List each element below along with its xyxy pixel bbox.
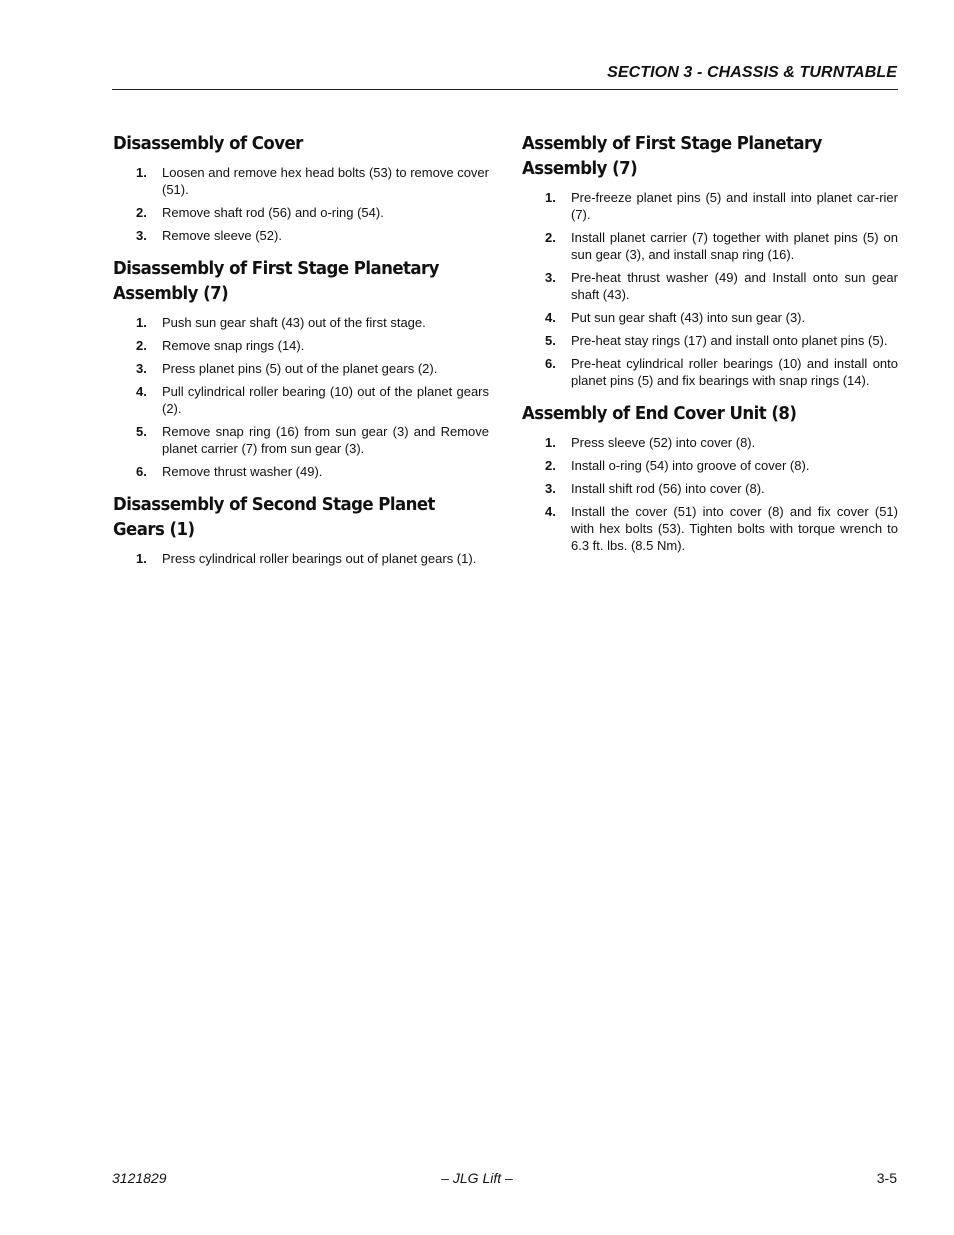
step-item bbox=[522, 269, 898, 303]
step-item bbox=[522, 309, 898, 326]
step-number: 1. bbox=[136, 165, 147, 180]
step-text: Remove sleeve (52). bbox=[162, 228, 282, 243]
step-item bbox=[113, 164, 489, 198]
step-item bbox=[113, 204, 489, 221]
step-text: Put sun gear shaft (43) into sun gear (3). bbox=[571, 310, 806, 325]
step-item bbox=[113, 227, 489, 244]
step-number: 3. bbox=[545, 481, 556, 496]
step-number: 6. bbox=[545, 356, 556, 371]
step-text: Push sun gear shaft (43) out of the first stage. bbox=[162, 315, 426, 330]
step-text: Pull cylindrical roller bearing (10) out of the planet gears (2). bbox=[162, 384, 489, 416]
step-number: 2. bbox=[545, 458, 556, 473]
step-text: Remove shaft rod (56) and o-ring (54). bbox=[162, 205, 384, 220]
step-text: Press planet pins (5) out of the planet gears (2). bbox=[162, 361, 438, 376]
step-text: Remove snap ring (16) from sun gear (3) and Remove planet carrier (7) from sun gear (3). bbox=[162, 424, 489, 456]
step-text: Remove snap rings (14). bbox=[162, 338, 305, 353]
step-number: 4. bbox=[136, 384, 147, 399]
step-number: 4. bbox=[545, 310, 556, 325]
section-heading: Disassembly of Second Stage Planet Gears (1) bbox=[113, 494, 435, 540]
step-item bbox=[113, 337, 489, 354]
page-number: 3-5 bbox=[876, 1170, 897, 1186]
step-item bbox=[113, 383, 489, 417]
step-text: Remove thrust washer (49). bbox=[162, 464, 323, 479]
step-list bbox=[113, 550, 489, 567]
step-item bbox=[522, 434, 898, 451]
step-number: 4. bbox=[545, 504, 556, 519]
step-list bbox=[522, 434, 898, 554]
step-number: 3. bbox=[136, 228, 147, 243]
step-item bbox=[113, 360, 489, 377]
step-item bbox=[522, 229, 898, 263]
section-disassembly-second-stage bbox=[113, 492, 489, 567]
section-heading: Disassembly of First Stage Planetary Assembly (7) bbox=[113, 258, 439, 304]
step-text: Loosen and remove hex head bolts (53) to remove cover (51). bbox=[162, 165, 489, 197]
step-number: 2. bbox=[545, 230, 556, 245]
step-list bbox=[113, 164, 489, 244]
section-disassembly-cover bbox=[113, 131, 489, 244]
step-item bbox=[113, 423, 489, 457]
document-number: 3121829 bbox=[112, 1170, 167, 1186]
step-item bbox=[113, 550, 489, 567]
step-number: 5. bbox=[545, 333, 556, 348]
step-text: Press sleeve (52) into cover (8). bbox=[571, 435, 756, 450]
step-number: 1. bbox=[545, 435, 556, 450]
step-text: Install shift rod (56) into cover (8). bbox=[571, 481, 765, 496]
section-assembly-first-stage bbox=[522, 131, 898, 389]
step-number: 1. bbox=[136, 315, 147, 330]
section-assembly-end-cover bbox=[522, 401, 898, 554]
publisher-label: – JLG Lift – bbox=[441, 1170, 513, 1186]
step-number: 5. bbox=[136, 424, 147, 439]
step-text: Pre-freeze planet pins (5) and install into planet car-rier (7). bbox=[571, 190, 898, 222]
step-text: Install planet carrier (7) together with planet pins (5) on sun gear (3), and install snap ring (16). bbox=[571, 230, 898, 262]
step-text: Install the cover (51) into cover (8) and fix cover (51) with hex bolts (53). Tighten bolts with torque wrench to 6.3 ft. lbs. (8.5 Nm). bbox=[571, 504, 898, 553]
section-header-title: SECTION 3 - CHASSIS & TURNTABLE bbox=[607, 64, 897, 81]
step-item bbox=[522, 355, 898, 389]
step-text: Install o-ring (54) into groove of cover (8). bbox=[571, 458, 810, 473]
header-divider bbox=[112, 89, 898, 90]
step-number: 3. bbox=[545, 270, 556, 285]
step-number: 6. bbox=[136, 464, 147, 479]
step-item bbox=[522, 332, 898, 349]
step-item bbox=[113, 314, 489, 331]
step-text: Pre-heat stay rings (17) and install onto planet pins (5). bbox=[571, 333, 888, 348]
step-item bbox=[113, 463, 489, 480]
section-heading: Disassembly of Cover bbox=[113, 133, 303, 154]
right-column bbox=[522, 131, 898, 566]
step-number: 1. bbox=[545, 190, 556, 205]
step-text: Pre-heat thrust washer (49) and Install onto sun gear shaft (43). bbox=[571, 270, 898, 302]
step-number: 2. bbox=[136, 338, 147, 353]
step-list bbox=[113, 314, 489, 480]
step-item bbox=[522, 189, 898, 223]
step-text: Pre-heat cylindrical roller bearings (10) and install onto planet pins (5) and fix bearings with snap rings (14). bbox=[571, 356, 898, 388]
step-number: 2. bbox=[136, 205, 147, 220]
step-text: Press cylindrical roller bearings out of planet gears (1). bbox=[162, 551, 477, 566]
step-item bbox=[522, 480, 898, 497]
section-heading: Assembly of End Cover Unit (8) bbox=[522, 403, 797, 424]
step-item bbox=[522, 457, 898, 474]
step-number: 3. bbox=[136, 361, 147, 376]
left-column bbox=[113, 131, 489, 579]
section-disassembly-first-stage bbox=[113, 256, 489, 480]
section-heading: Assembly of First Stage Planetary Assembly (7) bbox=[522, 133, 822, 179]
step-list bbox=[522, 189, 898, 389]
step-item bbox=[522, 503, 898, 554]
step-number: 1. bbox=[136, 551, 147, 566]
